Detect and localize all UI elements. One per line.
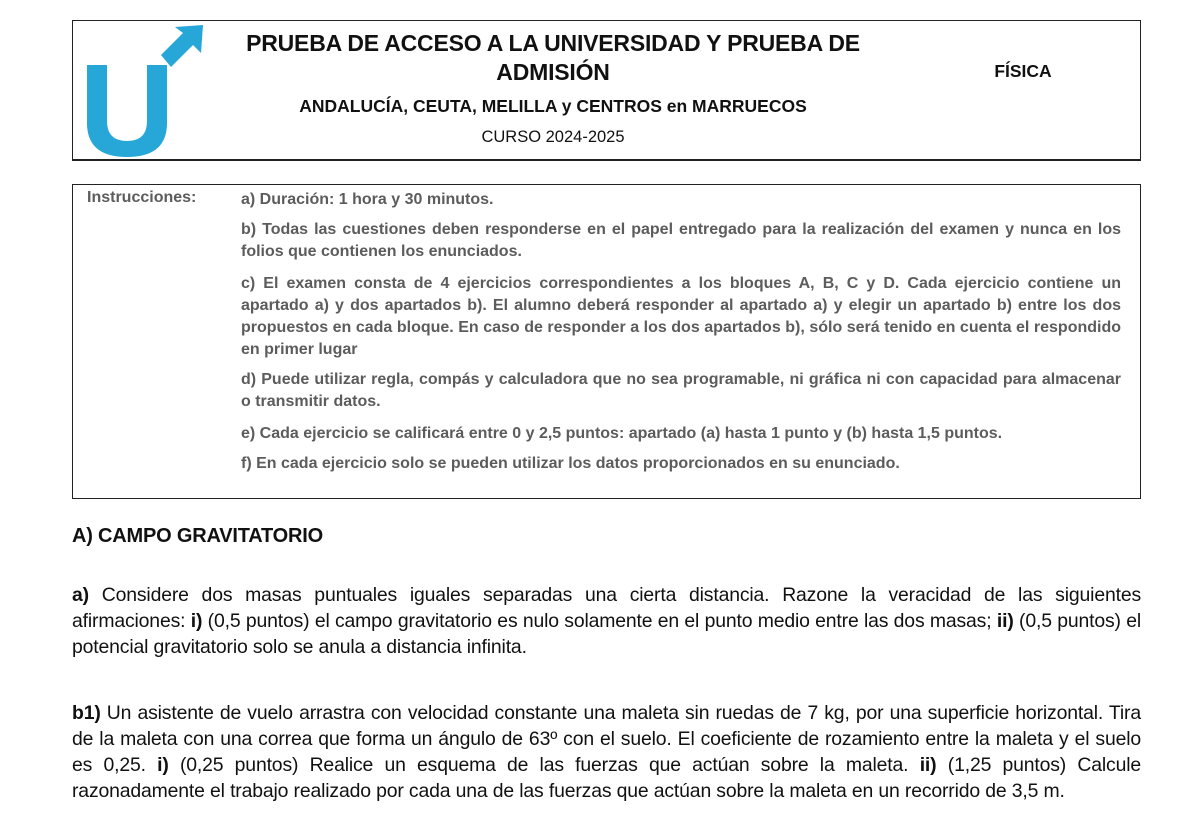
instruction-item-a: a) Duración: 1 hora y 30 minutos. (241, 191, 494, 208)
exam-course: CURSO 2024-2025 (481, 128, 625, 146)
instructions-box (72, 184, 1141, 499)
instruction-item-e: e) Cada ejercicio se calificará entre 0 y 2,5 puntos: apartado (a) hasta 1 punto y (b) hasta 1,5 puntos. (241, 425, 1003, 442)
question-b1-ii-text: (1,25 puntos) Calcule razonadamente el trabajo realizado por cada una de las fuerzas que actúan sobre la maleta en un recorrido de 3,5 m. (72, 754, 1142, 802)
question-a-ii-label: ii) (996, 610, 1014, 632)
exam-region: ANDALUCÍA, CEUTA, MELILLA y CENTROS en MARRUECOS (299, 96, 807, 116)
question-a-intro: Considere dos masas puntuales iguales separadas una cierta distancia. Razone la veracidad de las siguientes afirmaciones: (72, 584, 1141, 632)
section-title: A) CAMPO GRAVITATORIO (72, 525, 323, 547)
exam-header (72, 20, 1141, 160)
exam-title-line1: PRUEBA DE ACCESO A LA UNIVERSIDAD Y PRUEBA DE (246, 30, 860, 56)
instruction-item-d: d) Puede utilizar regla, compás y calculadora que no sea programable, ni gráfica ni con capacidad para almacenar o transmitir datos. (241, 371, 1121, 410)
exam-title-line2: ADMISIÓN (496, 59, 610, 85)
question-a-ii-text: (0,5 puntos) el potencial gravitatorio solo se anula a distancia infinita. (72, 610, 1141, 658)
question-b1-i-text: (0,25 puntos) Realice un esquema de las fuerzas que actúan sobre la maleta. (168, 754, 920, 776)
university-u-arrow-logo-icon (79, 25, 205, 159)
exam-subject: FÍSICA (994, 61, 1052, 81)
question-a-i-text: (0,5 puntos) el campo gravitatorio es nulo solamente en el punto medio entre las dos masas; (202, 610, 997, 632)
exam-title (233, 29, 873, 87)
instruction-item-c: c) El examen consta de 4 ejercicios correspondientes a los bloques A, B, C y D. Cada ejercicio contiene un apartado a) y dos apartados b). El alumno deberá responder al apartado a) y elegir un apartado b) entre los dos propuestos en cada bloque. En caso de responder a los dos apartados b), sólo será tenido en cuenta el respondido en primer lugar (241, 275, 1121, 358)
question-b1 (72, 700, 1141, 804)
question-a-label: a) (72, 584, 89, 606)
question-a (72, 582, 1141, 660)
question-a-i-label: i) (190, 610, 203, 632)
question-b1-intro: Un asistente de vuelo arrastra con velocidad constante una maleta sin ruedas de 7 kg, por una superficie horizontal. Tira de la maleta con una correa que forma un ángulo de 63º con el suelo. El coeficiente de rozamiento entre la maleta y el suelo es 0,25. (72, 702, 1141, 776)
instruction-item-f: f) En cada ejercicio solo se pueden utilizar los datos proporcionados en su enunciado. (241, 455, 900, 472)
question-b1-label: b1) (72, 702, 101, 724)
instructions-label: Instrucciones: (87, 189, 197, 206)
header-divider (72, 160, 1141, 161)
question-b1-i-label: i) (157, 754, 169, 776)
question-b1-ii-label: ii) (919, 754, 937, 776)
instruction-item-b: b) Todas las cuestiones deben responderse en el papel entregado para la realización del examen y nunca en los folios que contienen los enunciados. (241, 221, 1121, 260)
